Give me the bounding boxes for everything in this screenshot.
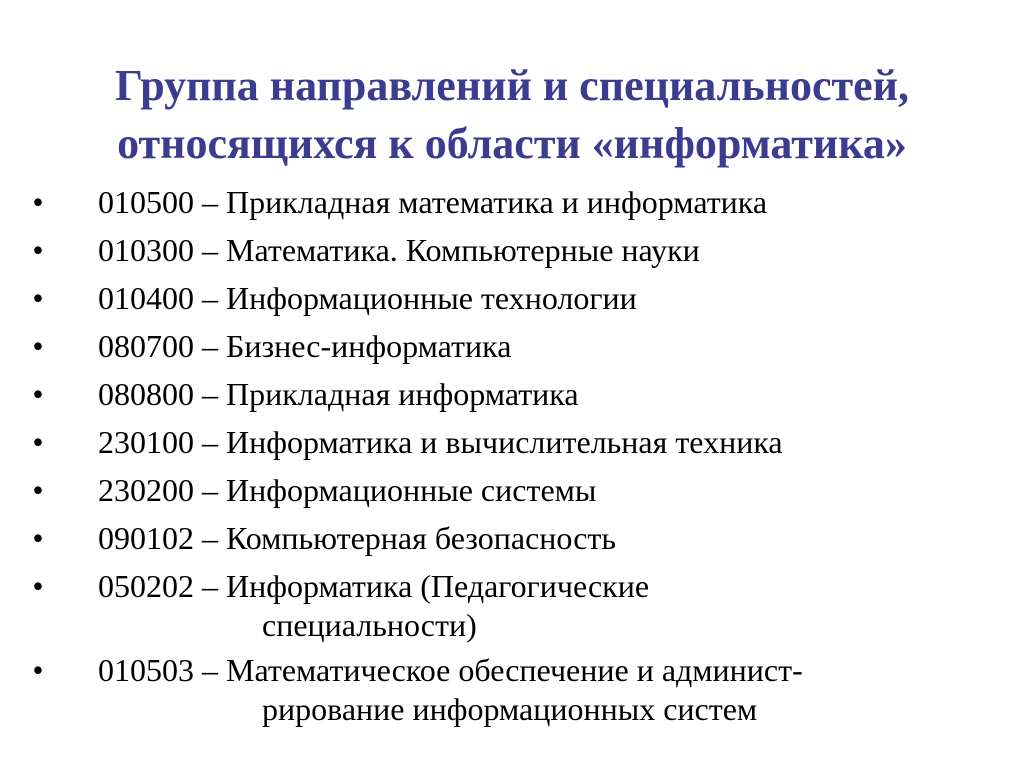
list-item (0, 646, 1024, 730)
list-item-text: 010503 – Математическое обеспечение и админист- (98, 652, 803, 688)
list-item-text: 090102 – Компьютерная безопасность (98, 520, 616, 556)
list-item-text-continuation: рирование информационных систем (262, 691, 758, 727)
list-item-text-continuation: специальности) (262, 607, 477, 643)
list-item-text: 230100 – Информатика и вычислительная техника (98, 424, 783, 460)
bullet-icon: • (32, 376, 44, 412)
list-item-text: 050202 – Информатика (Педагогические (98, 568, 650, 604)
slide-title (40, 57, 984, 173)
list-item (0, 370, 1024, 418)
bullet-icon: • (32, 328, 44, 364)
list-item-text: 230200 – Информационные системы (98, 472, 597, 508)
bullet-icon: • (32, 184, 44, 220)
bullet-icon: • (32, 424, 44, 460)
list-item-text: 010300 – Математика. Компьютерные науки (98, 232, 700, 268)
list-item (0, 226, 1024, 274)
bullet-icon: • (32, 652, 44, 688)
specialties-list (0, 178, 1024, 730)
bullet-icon: • (32, 520, 44, 556)
list-item (0, 562, 1024, 646)
list-item-text: 080800 – Прикладная информатика (98, 376, 579, 412)
list-item (0, 322, 1024, 370)
title-line-1: Группа направлений и специальностей, (114, 61, 910, 111)
list-item-text: 080700 – Бизнес-информатика (98, 328, 512, 364)
list-item (0, 514, 1024, 562)
list-item (0, 418, 1024, 466)
bullet-icon: • (32, 472, 44, 508)
list-item-text: 010400 – Информационные технологии (98, 280, 637, 316)
bullet-icon: • (32, 232, 44, 268)
list-item (0, 178, 1024, 226)
bullet-icon: • (32, 280, 44, 316)
list-item (0, 274, 1024, 322)
list-item (0, 466, 1024, 514)
title-line-2: относящихся к области «информатика» (117, 119, 907, 169)
bullet-icon: • (32, 568, 44, 604)
list-item-text: 010500 – Прикладная математика и информатика (98, 184, 768, 220)
